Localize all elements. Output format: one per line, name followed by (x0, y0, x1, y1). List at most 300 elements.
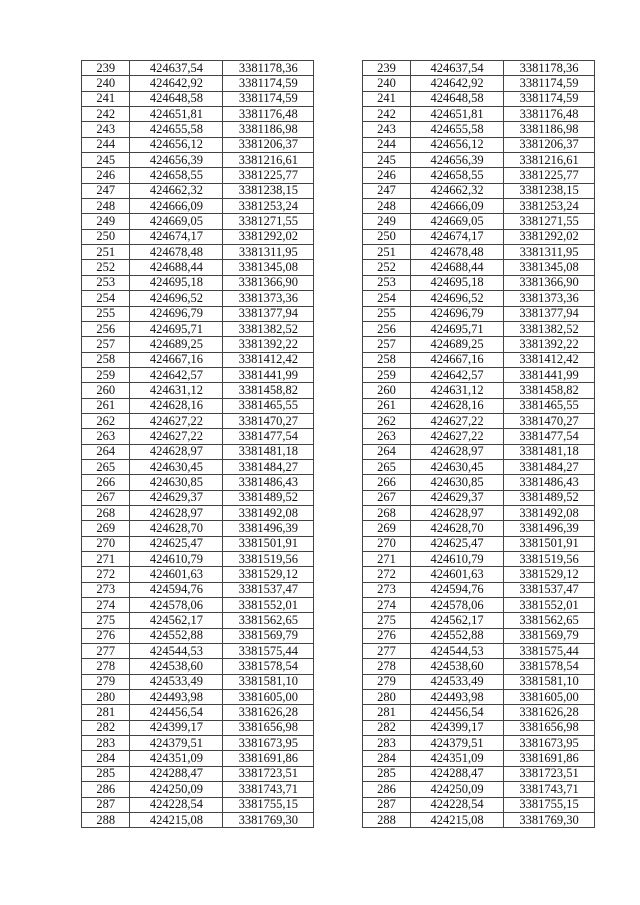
y-coordinate-cell: 3381481,18 (223, 444, 314, 459)
spacer-cell (314, 444, 362, 459)
x-coordinate-cell: 424601,63 (130, 567, 223, 582)
x-coordinate-cell: 424351,09 (411, 751, 504, 766)
point-number-cell: 246 (82, 168, 130, 183)
x-coordinate-cell: 424656,12 (411, 137, 504, 152)
y-coordinate-cell: 3381769,30 (223, 812, 314, 827)
y-coordinate-cell: 3381743,71 (504, 782, 595, 797)
y-coordinate-cell: 3381537,47 (223, 582, 314, 597)
spacer-cell (314, 352, 362, 367)
y-coordinate-cell: 3381470,27 (223, 413, 314, 428)
point-number-cell: 283 (362, 736, 410, 751)
point-number-cell: 288 (362, 812, 410, 827)
point-number-cell: 259 (362, 367, 410, 382)
table-row (82, 490, 595, 505)
y-coordinate-cell: 3381481,18 (504, 444, 595, 459)
spacer-cell (314, 690, 362, 705)
table-row (82, 413, 595, 428)
y-coordinate-cell: 3381458,82 (223, 383, 314, 398)
x-coordinate-cell: 424655,58 (130, 122, 223, 137)
point-number-cell: 277 (362, 644, 410, 659)
point-number-cell: 242 (82, 107, 130, 122)
point-number-cell: 282 (362, 720, 410, 735)
spacer-cell (314, 812, 362, 827)
y-coordinate-cell: 3381492,08 (504, 505, 595, 520)
y-coordinate-cell: 3381656,98 (223, 720, 314, 735)
y-coordinate-cell: 3381292,02 (504, 229, 595, 244)
y-coordinate-cell: 3381569,79 (223, 628, 314, 643)
y-coordinate-cell: 3381496,39 (504, 521, 595, 536)
y-coordinate-cell: 3381656,98 (504, 720, 595, 735)
y-coordinate-cell: 3381552,01 (504, 598, 595, 613)
point-number-cell: 240 (362, 76, 410, 91)
y-coordinate-cell: 3381225,77 (223, 168, 314, 183)
spacer-cell (314, 536, 362, 551)
table-row (82, 613, 595, 628)
table-row (82, 91, 595, 106)
table-row (82, 214, 595, 229)
table-row (82, 321, 595, 336)
point-number-cell: 245 (362, 153, 410, 168)
y-coordinate-cell: 3381225,77 (504, 168, 595, 183)
spacer-cell (314, 582, 362, 597)
table-row (82, 275, 595, 290)
y-coordinate-cell: 3381216,61 (504, 153, 595, 168)
point-number-cell: 256 (82, 321, 130, 336)
spacer-cell (314, 413, 362, 428)
x-coordinate-cell: 424678,48 (411, 245, 504, 260)
table-row (82, 690, 595, 705)
table-row (82, 475, 595, 490)
point-number-cell: 254 (362, 291, 410, 306)
spacer-cell (314, 260, 362, 275)
y-coordinate-cell: 3381186,98 (504, 122, 595, 137)
point-number-cell: 252 (82, 260, 130, 275)
y-coordinate-cell: 3381562,65 (223, 613, 314, 628)
point-number-cell: 253 (82, 275, 130, 290)
table-row (82, 168, 595, 183)
spacer-cell (314, 291, 362, 306)
point-number-cell: 258 (362, 352, 410, 367)
x-coordinate-cell: 424637,54 (130, 61, 223, 76)
y-coordinate-cell: 3381238,15 (223, 183, 314, 198)
x-coordinate-cell: 424628,97 (411, 505, 504, 520)
x-coordinate-cell: 424351,09 (130, 751, 223, 766)
point-number-cell: 249 (362, 214, 410, 229)
point-number-cell: 239 (362, 61, 410, 76)
spacer-cell (314, 199, 362, 214)
y-coordinate-cell: 3381382,52 (504, 321, 595, 336)
x-coordinate-cell: 424250,09 (411, 782, 504, 797)
y-coordinate-cell: 3381489,52 (504, 490, 595, 505)
y-coordinate-cell: 3381216,61 (223, 153, 314, 168)
x-coordinate-cell: 424642,92 (411, 76, 504, 91)
spacer-cell (314, 107, 362, 122)
y-coordinate-cell: 3381441,99 (504, 367, 595, 382)
y-coordinate-cell: 3381206,37 (504, 137, 595, 152)
x-coordinate-cell: 424562,17 (411, 613, 504, 628)
x-coordinate-cell: 424656,39 (411, 153, 504, 168)
x-coordinate-cell: 424399,17 (130, 720, 223, 735)
point-number-cell: 249 (82, 214, 130, 229)
table-row (82, 567, 595, 582)
x-coordinate-cell: 424667,16 (130, 352, 223, 367)
table-row (82, 736, 595, 751)
point-number-cell: 275 (362, 613, 410, 628)
x-coordinate-cell: 424578,06 (130, 598, 223, 613)
x-coordinate-cell: 424666,09 (411, 199, 504, 214)
x-coordinate-cell: 424630,45 (411, 459, 504, 474)
y-coordinate-cell: 3381465,55 (504, 398, 595, 413)
y-coordinate-cell: 3381519,56 (504, 552, 595, 567)
coordinates-table-body (82, 61, 595, 828)
spacer-cell (314, 720, 362, 735)
x-coordinate-cell: 424651,81 (411, 107, 504, 122)
y-coordinate-cell: 3381377,94 (504, 306, 595, 321)
point-number-cell: 250 (82, 229, 130, 244)
y-coordinate-cell: 3381492,08 (223, 505, 314, 520)
table-row (82, 720, 595, 735)
point-number-cell: 272 (82, 567, 130, 582)
point-number-cell: 286 (362, 782, 410, 797)
point-number-cell: 247 (82, 183, 130, 198)
y-coordinate-cell: 3381486,43 (223, 475, 314, 490)
spacer-cell (314, 782, 362, 797)
table-row (82, 76, 595, 91)
table-row (82, 505, 595, 520)
spacer-cell (314, 567, 362, 582)
point-number-cell: 255 (82, 306, 130, 321)
x-coordinate-cell: 424674,17 (130, 229, 223, 244)
x-coordinate-cell: 424578,06 (411, 598, 504, 613)
y-coordinate-cell: 3381723,51 (223, 766, 314, 781)
point-number-cell: 271 (362, 552, 410, 567)
table-row (82, 628, 595, 643)
y-coordinate-cell: 3381176,48 (504, 107, 595, 122)
x-coordinate-cell: 424688,44 (130, 260, 223, 275)
y-coordinate-cell: 3381755,15 (504, 797, 595, 812)
x-coordinate-cell: 424648,58 (130, 91, 223, 106)
table-row (82, 459, 595, 474)
table-row (82, 766, 595, 781)
y-coordinate-cell: 3381691,86 (504, 751, 595, 766)
y-coordinate-cell: 3381366,90 (504, 275, 595, 290)
x-coordinate-cell: 424627,22 (130, 413, 223, 428)
y-coordinate-cell: 3381537,47 (504, 582, 595, 597)
x-coordinate-cell: 424631,12 (411, 383, 504, 398)
x-coordinate-cell: 424678,48 (130, 245, 223, 260)
point-number-cell: 264 (82, 444, 130, 459)
point-number-cell: 243 (82, 122, 130, 137)
y-coordinate-cell: 3381501,91 (223, 536, 314, 551)
spacer-cell (314, 598, 362, 613)
point-number-cell: 276 (82, 628, 130, 643)
y-coordinate-cell: 3381581,10 (223, 674, 314, 689)
spacer-cell (314, 306, 362, 321)
y-coordinate-cell: 3381605,00 (223, 690, 314, 705)
spacer-cell (314, 367, 362, 382)
y-coordinate-cell: 3381271,55 (223, 214, 314, 229)
point-number-cell: 279 (362, 674, 410, 689)
x-coordinate-cell: 424627,22 (411, 429, 504, 444)
point-number-cell: 277 (82, 644, 130, 659)
y-coordinate-cell: 3381366,90 (223, 275, 314, 290)
y-coordinate-cell: 3381575,44 (504, 644, 595, 659)
point-number-cell: 284 (362, 751, 410, 766)
x-coordinate-cell: 424379,51 (130, 736, 223, 751)
point-number-cell: 267 (82, 490, 130, 505)
table-row (82, 812, 595, 827)
spacer-cell (314, 659, 362, 674)
x-coordinate-cell: 424215,08 (411, 812, 504, 827)
x-coordinate-cell: 424669,05 (411, 214, 504, 229)
point-number-cell: 261 (362, 398, 410, 413)
x-coordinate-cell: 424628,16 (411, 398, 504, 413)
point-number-cell: 263 (82, 429, 130, 444)
table-row (82, 291, 595, 306)
point-number-cell: 279 (82, 674, 130, 689)
point-number-cell: 245 (82, 153, 130, 168)
table-row (82, 536, 595, 551)
x-coordinate-cell: 424642,57 (130, 367, 223, 382)
point-number-cell: 241 (362, 91, 410, 106)
point-number-cell: 287 (82, 797, 130, 812)
x-coordinate-cell: 424630,85 (411, 475, 504, 490)
spacer-cell (314, 705, 362, 720)
x-coordinate-cell: 424399,17 (411, 720, 504, 735)
x-coordinate-cell: 424658,55 (411, 168, 504, 183)
y-coordinate-cell: 3381174,59 (223, 76, 314, 91)
x-coordinate-cell: 424667,16 (411, 352, 504, 367)
x-coordinate-cell: 424629,37 (411, 490, 504, 505)
point-number-cell: 262 (82, 413, 130, 428)
point-number-cell: 273 (82, 582, 130, 597)
point-number-cell: 271 (82, 552, 130, 567)
y-coordinate-cell: 3381489,52 (223, 490, 314, 505)
y-coordinate-cell: 3381578,54 (504, 659, 595, 674)
x-coordinate-cell: 424666,09 (130, 199, 223, 214)
spacer-cell (314, 475, 362, 490)
point-number-cell: 278 (82, 659, 130, 674)
x-coordinate-cell: 424538,60 (411, 659, 504, 674)
table-row (82, 153, 595, 168)
y-coordinate-cell: 3381470,27 (504, 413, 595, 428)
y-coordinate-cell: 3381373,36 (504, 291, 595, 306)
x-coordinate-cell: 424696,79 (130, 306, 223, 321)
point-number-cell: 251 (362, 245, 410, 260)
point-number-cell: 248 (362, 199, 410, 214)
x-coordinate-cell: 424456,54 (130, 705, 223, 720)
point-number-cell: 257 (82, 337, 130, 352)
table-row (82, 444, 595, 459)
point-number-cell: 246 (362, 168, 410, 183)
y-coordinate-cell: 3381562,65 (504, 613, 595, 628)
x-coordinate-cell: 424689,25 (130, 337, 223, 352)
x-coordinate-cell: 424656,12 (130, 137, 223, 152)
x-coordinate-cell: 424533,49 (411, 674, 504, 689)
x-coordinate-cell: 424696,52 (130, 291, 223, 306)
x-coordinate-cell: 424648,58 (411, 91, 504, 106)
y-coordinate-cell: 3381253,24 (223, 199, 314, 214)
y-coordinate-cell: 3381206,37 (223, 137, 314, 152)
point-number-cell: 270 (362, 536, 410, 551)
y-coordinate-cell: 3381484,27 (223, 459, 314, 474)
x-coordinate-cell: 424642,57 (411, 367, 504, 382)
spacer-cell (314, 736, 362, 751)
spacer-cell (314, 521, 362, 536)
x-coordinate-cell: 424288,47 (130, 766, 223, 781)
table-row (82, 659, 595, 674)
point-number-cell: 242 (362, 107, 410, 122)
table-row (82, 598, 595, 613)
y-coordinate-cell: 3381174,59 (504, 91, 595, 106)
x-coordinate-cell: 424628,97 (411, 444, 504, 459)
y-coordinate-cell: 3381174,59 (223, 91, 314, 106)
point-number-cell: 259 (82, 367, 130, 382)
table-row (82, 183, 595, 198)
point-number-cell: 280 (82, 690, 130, 705)
spacer-cell (314, 490, 362, 505)
point-number-cell: 261 (82, 398, 130, 413)
y-coordinate-cell: 3381569,79 (504, 628, 595, 643)
table-row (82, 383, 595, 398)
x-coordinate-cell: 424379,51 (411, 736, 504, 751)
x-coordinate-cell: 424215,08 (130, 812, 223, 827)
y-coordinate-cell: 3381477,54 (504, 429, 595, 444)
spacer-cell (314, 674, 362, 689)
y-coordinate-cell: 3381441,99 (223, 367, 314, 382)
point-number-cell: 285 (82, 766, 130, 781)
x-coordinate-cell: 424625,47 (130, 536, 223, 551)
x-coordinate-cell: 424562,17 (130, 613, 223, 628)
y-coordinate-cell: 3381271,55 (504, 214, 595, 229)
y-coordinate-cell: 3381484,27 (504, 459, 595, 474)
point-number-cell: 266 (82, 475, 130, 490)
spacer-cell (314, 429, 362, 444)
y-coordinate-cell: 3381412,42 (504, 352, 595, 367)
y-coordinate-cell: 3381581,10 (504, 674, 595, 689)
y-coordinate-cell: 3381392,22 (504, 337, 595, 352)
point-number-cell: 258 (82, 352, 130, 367)
y-coordinate-cell: 3381691,86 (223, 751, 314, 766)
x-coordinate-cell: 424493,98 (411, 690, 504, 705)
point-number-cell: 280 (362, 690, 410, 705)
spacer-cell (314, 321, 362, 336)
x-coordinate-cell: 424669,05 (130, 214, 223, 229)
point-number-cell: 252 (362, 260, 410, 275)
point-number-cell: 251 (82, 245, 130, 260)
y-coordinate-cell: 3381723,51 (504, 766, 595, 781)
point-number-cell: 265 (82, 459, 130, 474)
point-number-cell: 269 (82, 521, 130, 536)
point-number-cell: 285 (362, 766, 410, 781)
table-row (82, 552, 595, 567)
spacer-cell (314, 91, 362, 106)
x-coordinate-cell: 424631,12 (130, 383, 223, 398)
y-coordinate-cell: 3381377,94 (223, 306, 314, 321)
point-number-cell: 260 (82, 383, 130, 398)
y-coordinate-cell: 3381174,59 (504, 76, 595, 91)
x-coordinate-cell: 424544,53 (411, 644, 504, 659)
table-row (82, 245, 595, 260)
spacer-cell (314, 229, 362, 244)
y-coordinate-cell: 3381238,15 (504, 183, 595, 198)
point-number-cell: 254 (82, 291, 130, 306)
point-number-cell: 250 (362, 229, 410, 244)
table-row (82, 782, 595, 797)
table-row (82, 367, 595, 382)
x-coordinate-cell: 424629,37 (130, 490, 223, 505)
spacer-cell (314, 613, 362, 628)
y-coordinate-cell: 3381382,52 (223, 321, 314, 336)
point-number-cell: 274 (362, 598, 410, 613)
point-number-cell: 247 (362, 183, 410, 198)
table-row (82, 674, 595, 689)
y-coordinate-cell: 3381519,56 (223, 552, 314, 567)
spacer-cell (314, 505, 362, 520)
point-number-cell: 270 (82, 536, 130, 551)
point-number-cell: 282 (82, 720, 130, 735)
spacer-cell (314, 76, 362, 91)
x-coordinate-cell: 424696,52 (411, 291, 504, 306)
point-number-cell: 287 (362, 797, 410, 812)
spacer-cell (314, 459, 362, 474)
table-row (82, 352, 595, 367)
table-row (82, 61, 595, 76)
y-coordinate-cell: 3381176,48 (223, 107, 314, 122)
point-number-cell: 268 (82, 505, 130, 520)
x-coordinate-cell: 424695,71 (411, 321, 504, 336)
spacer-cell (314, 644, 362, 659)
x-coordinate-cell: 424552,88 (411, 628, 504, 643)
x-coordinate-cell: 424288,47 (411, 766, 504, 781)
table-row (82, 751, 595, 766)
coordinates-table (81, 60, 595, 828)
y-coordinate-cell: 3381486,43 (504, 475, 595, 490)
y-coordinate-cell: 3381465,55 (223, 398, 314, 413)
point-number-cell: 276 (362, 628, 410, 643)
spacer-cell (314, 766, 362, 781)
y-coordinate-cell: 3381496,39 (223, 521, 314, 536)
x-coordinate-cell: 424688,44 (411, 260, 504, 275)
point-number-cell: 240 (82, 76, 130, 91)
y-coordinate-cell: 3381673,95 (504, 736, 595, 751)
spacer-cell (314, 168, 362, 183)
x-coordinate-cell: 424228,54 (130, 797, 223, 812)
point-number-cell: 263 (362, 429, 410, 444)
y-coordinate-cell: 3381392,22 (223, 337, 314, 352)
x-coordinate-cell: 424544,53 (130, 644, 223, 659)
y-coordinate-cell: 3381458,82 (504, 383, 595, 398)
table-row (82, 521, 595, 536)
table-row (82, 122, 595, 137)
spacer-cell (314, 137, 362, 152)
table-row (82, 199, 595, 214)
point-number-cell: 278 (362, 659, 410, 674)
x-coordinate-cell: 424695,71 (130, 321, 223, 336)
point-number-cell: 260 (362, 383, 410, 398)
x-coordinate-cell: 424651,81 (130, 107, 223, 122)
spacer-cell (314, 398, 362, 413)
point-number-cell: 284 (82, 751, 130, 766)
table-row (82, 107, 595, 122)
table-row (82, 337, 595, 352)
y-coordinate-cell: 3381178,36 (504, 61, 595, 76)
spacer-cell (314, 552, 362, 567)
point-number-cell: 274 (82, 598, 130, 613)
x-coordinate-cell: 424627,22 (130, 429, 223, 444)
x-coordinate-cell: 424630,85 (130, 475, 223, 490)
point-number-cell: 286 (82, 782, 130, 797)
